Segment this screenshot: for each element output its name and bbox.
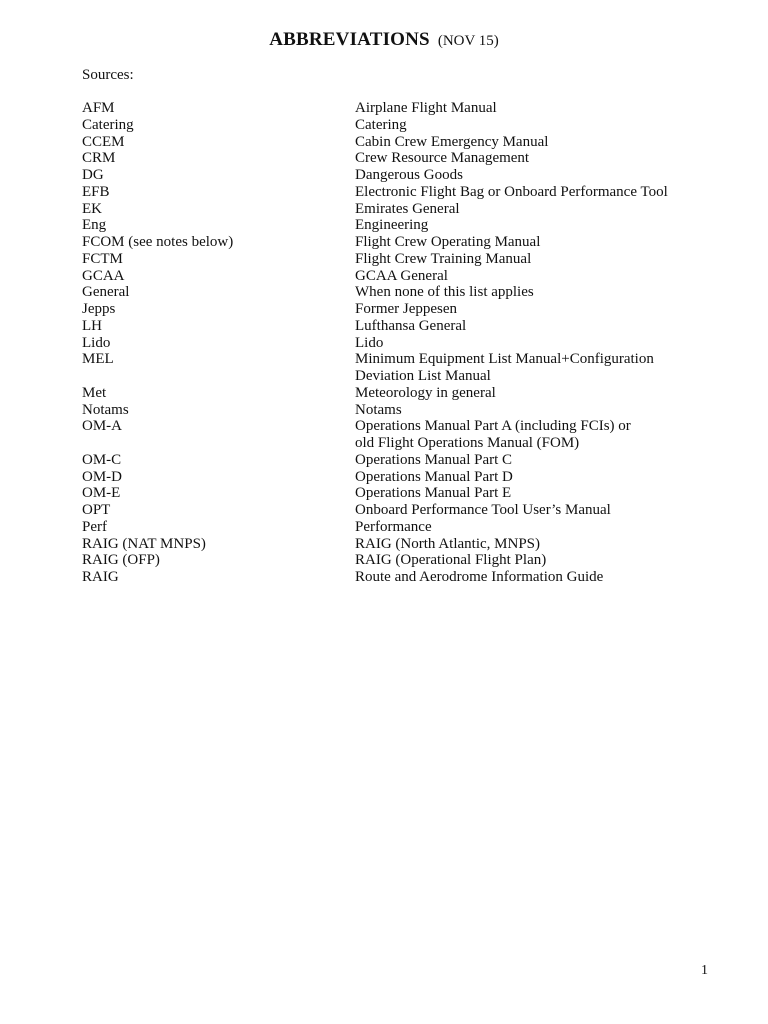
abbreviation-description: Operations Manual Part D xyxy=(355,468,513,485)
abbreviation-description: Flight Crew Training Manual xyxy=(355,250,532,267)
abbreviation-row xyxy=(82,418,722,435)
abbreviation-description: Deviation List Manual xyxy=(355,368,491,384)
abbreviation-code: Perf xyxy=(82,518,107,535)
abbreviation-row xyxy=(82,134,722,151)
abbreviation-code: Catering xyxy=(82,116,134,133)
abbreviation-row xyxy=(82,452,722,469)
abbreviation-row xyxy=(82,569,722,586)
abbreviation-code: FCOM (see notes below) xyxy=(82,234,234,250)
abbreviation-description: Notams xyxy=(355,401,402,418)
abbreviation-code: OM-C xyxy=(82,451,122,468)
abbreviation-row xyxy=(82,385,722,402)
abbreviation-description: Operations Manual Part C xyxy=(355,451,513,468)
abbreviation-code: RAIG (NAT MNPS) xyxy=(82,535,206,552)
abbreviation-description: old Flight Operations Manual (FOM) xyxy=(355,435,580,451)
abbreviation-description: GCAA General xyxy=(355,267,448,284)
abbreviation-code: Lido xyxy=(82,334,111,351)
abbreviation-code: OM-A xyxy=(82,418,122,435)
abbreviation-row xyxy=(82,301,722,318)
abbreviation-description: Engineering xyxy=(355,217,429,234)
page-title xyxy=(0,29,768,51)
abbreviation-code: EFB xyxy=(82,183,110,200)
abbreviation-description: Lufthansa General xyxy=(355,317,467,334)
abbreviation-row xyxy=(82,234,722,251)
abbreviation-code: AFM xyxy=(82,100,115,116)
abbreviation-code: Jepps xyxy=(82,301,116,317)
abbreviation-code xyxy=(82,435,355,452)
abbreviation-code: Met xyxy=(82,384,107,401)
abbreviation-description: Operations Manual Part E xyxy=(355,485,512,502)
abbreviation-row xyxy=(82,469,722,486)
abbreviation-row xyxy=(82,519,722,536)
abbreviation-description: Meteorology in general xyxy=(355,384,496,401)
abbreviation-row xyxy=(82,485,722,502)
abbreviation-code: CRM xyxy=(82,150,116,167)
abbreviation-row xyxy=(82,284,722,301)
abbreviation-code: MEL xyxy=(82,351,114,368)
abbreviation-row xyxy=(82,217,722,234)
abbreviation-description: Emirates General xyxy=(355,200,460,217)
abbreviation-row xyxy=(82,167,722,184)
abbreviation-code: FCTM xyxy=(82,250,123,267)
abbreviation-row xyxy=(82,368,722,385)
abbreviation-code: RAIG xyxy=(82,569,119,585)
abbreviation-description: Cabin Crew Emergency Manual xyxy=(355,133,549,150)
abbreviation-row xyxy=(82,435,722,452)
abbreviation-description: RAIG (Operational Flight Plan) xyxy=(355,552,547,569)
abbreviation-list xyxy=(82,100,722,586)
abbreviation-row xyxy=(82,268,722,285)
abbreviation-row xyxy=(82,351,722,368)
abbreviation-description: Flight Crew Operating Manual xyxy=(355,234,541,250)
title-text: ABBREVIATIONS xyxy=(269,29,430,50)
abbreviation-code: EK xyxy=(82,200,102,217)
abbreviation-row xyxy=(82,117,722,134)
title-date: (NOV 15) xyxy=(437,33,499,49)
abbreviation-description: RAIG (North Atlantic, MNPS) xyxy=(355,535,540,552)
abbreviation-description: Performance xyxy=(355,518,432,535)
abbreviation-description: Operations Manual Part A (including FCIs) or xyxy=(355,418,631,435)
abbreviation-code: CCEM xyxy=(82,133,125,150)
abbreviation-code: RAIG (OFP) xyxy=(82,552,160,569)
abbreviation-code: LH xyxy=(82,317,102,334)
abbreviation-description: Crew Resource Management xyxy=(355,150,530,167)
sources-label: Sources: xyxy=(82,67,134,83)
abbreviation-description: Route and Aerodrome Information Guide xyxy=(355,569,604,585)
abbreviation-code: OM-E xyxy=(82,485,121,502)
abbreviation-description: Onboard Performance Tool User’s Manual xyxy=(355,502,611,518)
abbreviation-row xyxy=(82,318,722,335)
abbreviation-description: Minimum Equipment List Manual+Configuration xyxy=(355,351,654,368)
abbreviation-row xyxy=(82,184,722,201)
abbreviation-code: Notams xyxy=(82,401,129,418)
abbreviation-row xyxy=(82,201,722,218)
abbreviation-row xyxy=(82,402,722,419)
abbreviation-row xyxy=(82,150,722,167)
abbreviation-code xyxy=(82,368,355,385)
abbreviation-description: Former Jeppesen xyxy=(355,301,458,317)
abbreviation-row xyxy=(82,335,722,352)
abbreviation-description: Lido xyxy=(355,334,384,351)
abbreviation-code: OPT xyxy=(82,502,111,518)
abbreviation-code: General xyxy=(82,284,130,301)
abbreviation-description: Dangerous Goods xyxy=(355,167,463,183)
abbreviation-description: When none of this list applies xyxy=(355,284,534,301)
abbreviation-row xyxy=(82,536,722,553)
abbreviation-row xyxy=(82,251,722,268)
page-number: 1 xyxy=(701,963,708,978)
abbreviation-description: Catering xyxy=(355,116,407,133)
abbreviation-code: GCAA xyxy=(82,267,125,284)
abbreviation-row xyxy=(82,502,722,519)
abbreviation-description: Airplane Flight Manual xyxy=(355,100,497,116)
abbreviation-code: DG xyxy=(82,167,104,183)
abbreviation-description: Electronic Flight Bag or Onboard Performance Tool xyxy=(355,183,668,200)
abbreviation-row xyxy=(82,100,722,117)
abbreviation-code: OM-D xyxy=(82,468,122,485)
abbreviation-code: Eng xyxy=(82,217,107,234)
abbreviation-row xyxy=(82,552,722,569)
